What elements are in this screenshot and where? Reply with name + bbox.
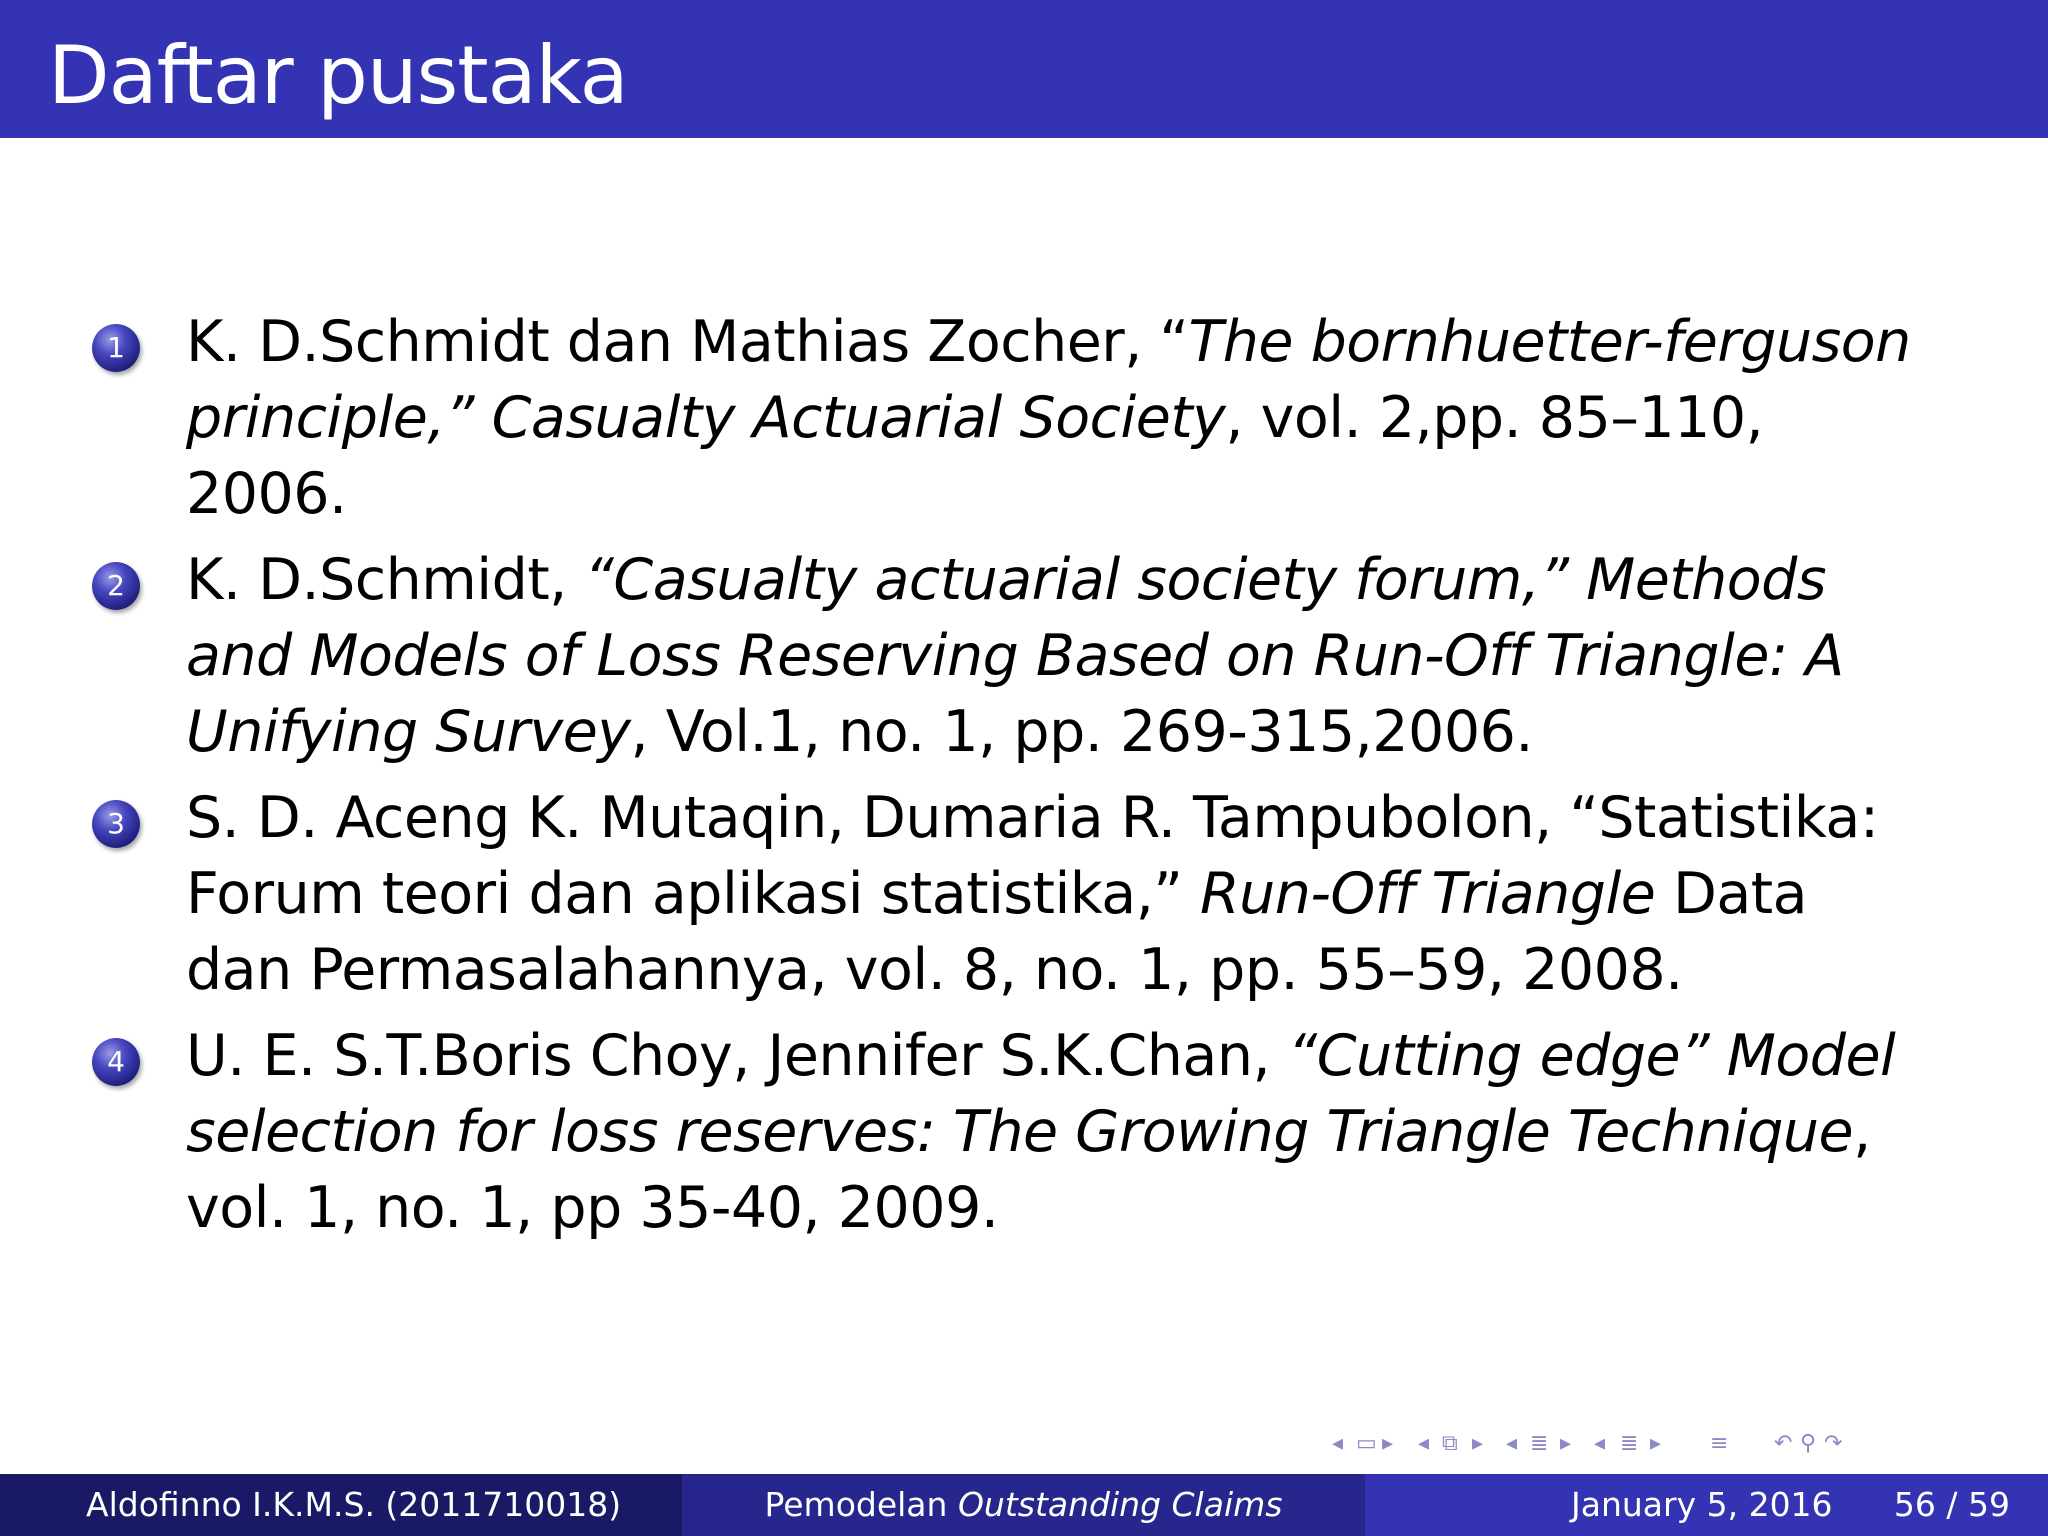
item-number-bullet: 4 xyxy=(92,1038,140,1086)
item-number-bullet: 3 xyxy=(92,800,140,848)
footer-info xyxy=(1365,1474,2048,1536)
subsection-frames-icon[interactable]: ⧉ xyxy=(1442,1431,1458,1456)
reference-item xyxy=(88,304,2008,532)
reference-line xyxy=(186,1094,2008,1170)
reference-title-italic: Run-Off Triangle xyxy=(1200,861,1656,927)
reference-text: , vol. 2,pp. 85–110, xyxy=(1225,385,1764,451)
page-number: 56 / 59 xyxy=(1893,1485,2010,1524)
search-forward-icon[interactable]: ↷ xyxy=(1824,1431,1843,1456)
reference-text: Forum teori dan aplikasi statistika,” xyxy=(186,861,1200,927)
item-number-bullet: 1 xyxy=(92,324,140,372)
footer-title-text: Pemodelan xyxy=(764,1485,958,1524)
reference-item xyxy=(88,780,2008,1008)
section-icon[interactable]: ≣ xyxy=(1530,1431,1549,1456)
nav-next-arrow-icon[interactable]: ▸ xyxy=(1382,1431,1394,1456)
align-icon[interactable]: ≡ xyxy=(1710,1431,1729,1456)
reference-line xyxy=(186,694,2008,770)
subsection-icon[interactable]: ≣ xyxy=(1620,1431,1639,1456)
reference-line xyxy=(186,380,2008,456)
reference-title-italic: Unifying Survey xyxy=(186,699,631,765)
reference-title-italic: “Cutting edge” Model xyxy=(1287,1023,1896,1089)
reference-text: , xyxy=(1853,1099,1871,1165)
reference-item xyxy=(88,1018,2008,1246)
reference-title-italic: The bornhuetter-ferguson xyxy=(1188,309,1911,375)
reference-title-italic: principle,” Casualty Actuarial Society xyxy=(186,385,1226,451)
reference-text: Data xyxy=(1655,861,1808,927)
slide-title: Daftar pustaka xyxy=(48,29,628,122)
reference-list xyxy=(88,304,2008,1256)
nav-next-arrow-icon[interactable]: ▸ xyxy=(1560,1431,1572,1456)
footer-date: January 5, 2016 xyxy=(1571,1485,1833,1524)
footer-title xyxy=(682,1474,1365,1536)
search-icon[interactable]: ⚲ xyxy=(1800,1431,1817,1456)
reference-line xyxy=(186,1018,2008,1094)
reference-text: vol. 1, no. 1, pp 35-40, 2009. xyxy=(186,1175,999,1241)
nav-prev-arrow-icon[interactable]: ◂ xyxy=(1332,1431,1344,1456)
reference-item xyxy=(88,542,2008,770)
frame-icon[interactable]: ▭ xyxy=(1356,1431,1377,1456)
search-back-icon[interactable]: ↶ xyxy=(1774,1431,1793,1456)
nav-next-arrow-icon[interactable]: ▸ xyxy=(1650,1431,1662,1456)
reference-line xyxy=(186,1170,2008,1246)
footer-bar xyxy=(0,1474,2048,1536)
reference-line xyxy=(186,780,2008,856)
reference-line xyxy=(186,856,2008,932)
reference-line xyxy=(186,542,2008,618)
footer-title-italic: Outstanding Claims xyxy=(957,1485,1283,1524)
reference-text: S. D. Aceng K. Mutaqin, Dumaria R. Tampubolon, “Statistika: xyxy=(186,785,1879,851)
reference-text: U. E. S.T.Boris Choy, Jennifer S.K.Chan, xyxy=(186,1023,1288,1089)
title-bar xyxy=(0,0,2048,138)
footer-author: Aldofinno I.K.M.S. (2011710018) xyxy=(0,1474,682,1536)
reference-text: K. D.Schmidt, xyxy=(186,547,585,613)
reference-line xyxy=(186,304,2008,380)
reference-line xyxy=(186,932,2008,1008)
reference-title-italic: selection for loss reserves: The Growing Triangle Technique xyxy=(186,1099,1854,1165)
navigation-bar xyxy=(1330,1426,2036,1462)
nav-prev-arrow-icon[interactable]: ◂ xyxy=(1418,1431,1430,1456)
nav-prev-arrow-icon[interactable]: ◂ xyxy=(1506,1431,1518,1456)
reference-text: , Vol.1, no. 1, pp. 269-315,2006. xyxy=(630,699,1533,765)
reference-text: K. D.Schmidt dan Mathias Zocher, “ xyxy=(186,309,1189,375)
nav-prev-arrow-icon[interactable]: ◂ xyxy=(1594,1431,1606,1456)
nav-next-arrow-icon[interactable]: ▸ xyxy=(1472,1431,1484,1456)
reference-text: 2006. xyxy=(186,461,347,527)
reference-line xyxy=(186,456,2008,532)
reference-title-italic: and Models of Loss Reserving Based on Run-Off Triangle: A xyxy=(186,623,1844,689)
reference-title-italic: “Casualty actuarial society forum,” Methods xyxy=(584,547,1827,613)
reference-line xyxy=(186,618,2008,694)
reference-text: dan Permasalahannya, vol. 8, no. 1, pp. 55–59, 2008. xyxy=(186,937,1683,1003)
item-number-bullet: 2 xyxy=(92,562,140,610)
